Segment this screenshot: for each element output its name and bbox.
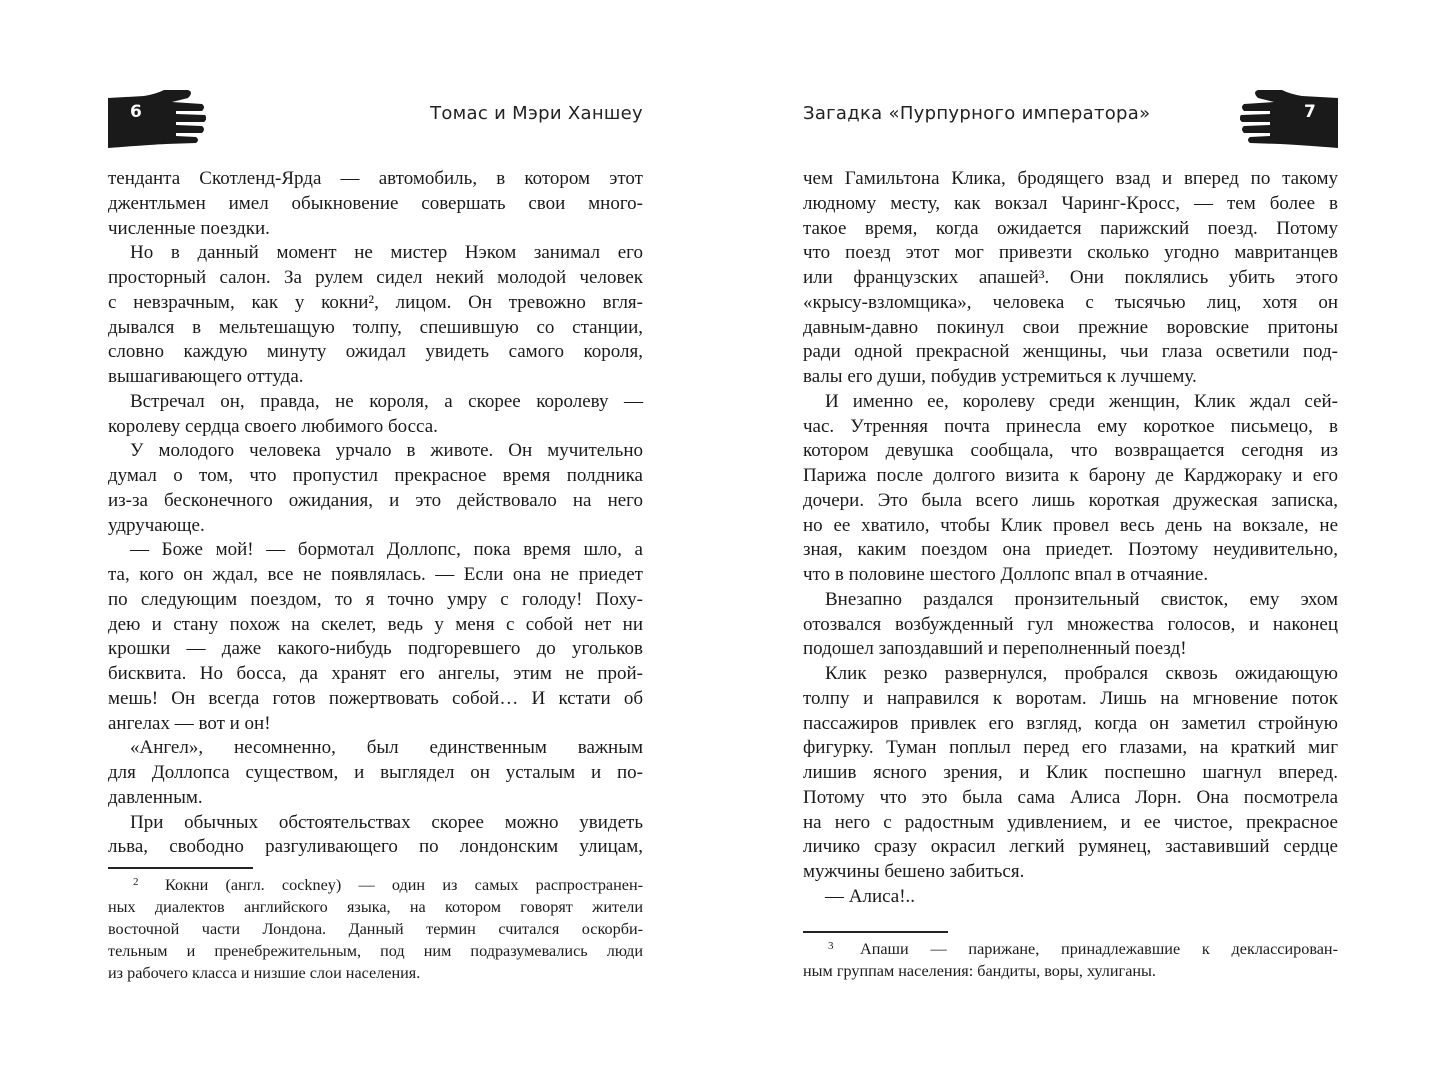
- paragraph: [108, 390, 643, 440]
- footnote-divider: [108, 867, 253, 869]
- text-line: что в половине шестого Доллопс впал в отчаяние.: [803, 564, 1209, 585]
- footnote-divider: [803, 931, 948, 933]
- hand-icon: [106, 90, 206, 148]
- text-line: просторный салон. За рулем сидел некий молодой человек: [108, 267, 643, 288]
- page-number: 6: [130, 102, 142, 122]
- text-line: час. Утренняя почта принесла ему короткое письмецо, в: [803, 415, 1338, 437]
- paragraph: [108, 167, 643, 241]
- text-line: зная, каким поездом она приедет. Поэтому неудивительно,: [803, 539, 1338, 561]
- text-line: «крысу-взломщика», человека с тысячью лиц, хотя он: [803, 291, 1338, 313]
- text-line: давным-давно покинул свои прежние воровские притоны: [803, 316, 1338, 338]
- text-line: мешь! Он всегда готов пожертвовать собой… И кстати об: [108, 687, 643, 709]
- left-page-body: [108, 167, 643, 860]
- text-line: льва, свободно разгуливающего по лондонским улицам,: [108, 836, 643, 858]
- text-line: крошки — даже какого-нибудь подгоревшего до угольков: [108, 638, 643, 660]
- text-line: «Ангел», несомненно, был единственным важным: [130, 737, 643, 759]
- footnote-number: 2: [133, 876, 139, 888]
- footnote-line: [803, 938, 1338, 960]
- text-line: королеву сердца своего любимого босса.: [108, 415, 438, 437]
- right-page-body: [803, 167, 1338, 910]
- text-line: с невзрачным, как у кокни², лицом. Он тревожно вгля-: [108, 291, 643, 313]
- paragraph: [803, 662, 1338, 885]
- running-head: Томас и Мэри Ханшеу: [430, 103, 643, 124]
- text-line: численные поездки.: [108, 217, 270, 239]
- text-line: Парижа после долгого визита к барону де Карджораку и его: [803, 465, 1338, 486]
- text-line: У молодого человека урчало в животе. Он мучительно: [130, 440, 643, 462]
- text-line: Встречал он, правда, не короля, а скорее королеву —: [130, 390, 643, 412]
- text-line: Но в данный момент не мистер Нэком занимал его: [130, 242, 643, 264]
- paragraph: [803, 885, 1338, 910]
- text-line: фигурку. Туман поплыл перед его глазами, на краткий миг: [803, 737, 1338, 759]
- text-line: ради одной прекрасной женщины, чьи глаза осветили под-: [803, 341, 1338, 363]
- footnote-line: ным группам населения: бандиты, воры, хулиганы.: [803, 962, 1156, 980]
- footnote: [108, 874, 643, 984]
- text-line: отозвался возбужденный гул множества голосов, и наконец: [803, 613, 1338, 635]
- footnote-text: Апаши — парижане, принадлежавшие к деклассирован-: [860, 940, 1338, 958]
- text-line: та, кого он ждал, все не появлялась. — Если она не приедет: [108, 564, 643, 585]
- paragraph: [108, 241, 643, 390]
- text-line: При обычных обстоятельствах скорее можно увидеть: [130, 811, 643, 833]
- text-line: ангелах — вот и он!: [108, 712, 271, 734]
- footnote-line: ных диалектов английского языка, на котором говорят жители: [108, 898, 643, 916]
- text-line: словно каждую минуту ожидал увидеть самого короля,: [108, 341, 643, 363]
- text-line: валы его души, побудив устремиться к лучшему.: [803, 366, 1197, 387]
- text-line: на него с радостным удивлением, и ее чистое, прекрасное: [803, 811, 1338, 833]
- paragraph: [108, 736, 643, 810]
- text-line: что поезд этот мог привезти сколько угодно мавританцев: [803, 242, 1338, 264]
- text-line: тенданта Скотленд-Ярда — автомобиль, в котором этот: [108, 168, 643, 189]
- paragraph: [108, 811, 643, 861]
- page-number: 7: [1304, 102, 1316, 122]
- text-line: котором девушка сообщала, что возвращается сегодня из: [803, 440, 1338, 462]
- hand-icon: [1240, 90, 1340, 148]
- paragraph: [803, 588, 1338, 662]
- footnote-line: [108, 874, 643, 896]
- text-line: пассажиров привлек его взгляд, когда он заметил стройную: [803, 712, 1338, 734]
- text-line: дывался в мельтешащую толпу, спешившую со станции,: [108, 316, 643, 338]
- text-line: — Боже мой! — бормотал Доллопс, пока время шло, а: [130, 539, 643, 561]
- text-line: Внезапно раздался пронзительный свисток, ему эхом: [825, 588, 1338, 610]
- footnote-line: из рабочего класса и низшие слои населения.: [108, 964, 421, 982]
- text-line: чем Гамильтона Клика, бродящего взад и вперед по такому: [803, 168, 1338, 189]
- text-line: Потому что это была сама Алиса Лорн. Она посмотрела: [803, 786, 1338, 808]
- text-line: людному месту, как вокзал Чаринг-Кросс, — тем более в: [803, 192, 1338, 214]
- paragraph: [803, 167, 1338, 390]
- text-line: по следующим поездом, то я точно умру с голоду! Поху-: [108, 588, 643, 610]
- text-line: вышагивающего оттуда.: [108, 366, 304, 387]
- footnote-line: восточной части Лондона. Данный термин считался оскорби-: [108, 920, 643, 938]
- text-line: или французских апашей³. Они поклялись убить этого: [803, 267, 1338, 288]
- text-line: из-за бесконечного ожидания, и это действовало на него: [108, 489, 643, 511]
- text-line: для Доллопса существом, и выглядел он усталым и по-: [108, 762, 643, 783]
- text-line: мужчины бешено забиться.: [803, 861, 1025, 882]
- text-line: подошел запоздавший и переполненный поезд!: [803, 638, 1187, 660]
- text-line: — Алиса!..: [825, 885, 916, 907]
- text-line: но ее хватило, чтобы Клик провел весь день на вокзале, не: [803, 514, 1338, 536]
- footnote-number: 3: [828, 940, 834, 952]
- text-line: дею и стану похож на скелет, ведь у меня с собой нет ни: [108, 613, 643, 635]
- text-line: дочери. Это была всего лишь короткая дружеская записка,: [803, 489, 1338, 511]
- text-line: удручающе.: [108, 514, 205, 536]
- footnote: [803, 938, 1338, 982]
- footnote-text: Кокни (англ. cockney) — один из самых распространен-: [165, 876, 643, 894]
- paragraph: [108, 538, 643, 736]
- footnote-line: тельным и пренебрежительным, под ним подразумевались люди: [108, 942, 643, 960]
- text-line: И именно ее, королеву среди женщин, Клик ждал сей-: [825, 390, 1338, 412]
- paragraph: [108, 439, 643, 538]
- text-line: толпу и направился к воротам. Лишь на мгновение поток: [803, 687, 1338, 709]
- text-line: такое время, когда ожидается парижский поезд. Потому: [803, 217, 1338, 239]
- text-line: джентльмен имел обыкновение совершать свои много-: [108, 192, 643, 214]
- text-line: личико сразу окрасил легкий румянец, заставивший сердце: [803, 836, 1338, 858]
- running-head: Загадка «Пурпурного императора»: [803, 103, 1151, 124]
- text-line: думал о том, что пропустил прекрасное время полдника: [108, 465, 643, 486]
- text-line: бисквита. Но босса, да хранят его ангелы, этим не прой-: [108, 663, 643, 684]
- paragraph: [803, 390, 1338, 588]
- text-line: давленным.: [108, 786, 203, 808]
- text-line: лишив ясного зрения, и Клик поспешно шагнул вперед.: [803, 762, 1338, 783]
- text-line: Клик резко развернулся, пробрался сквозь ожидающую: [825, 663, 1338, 684]
